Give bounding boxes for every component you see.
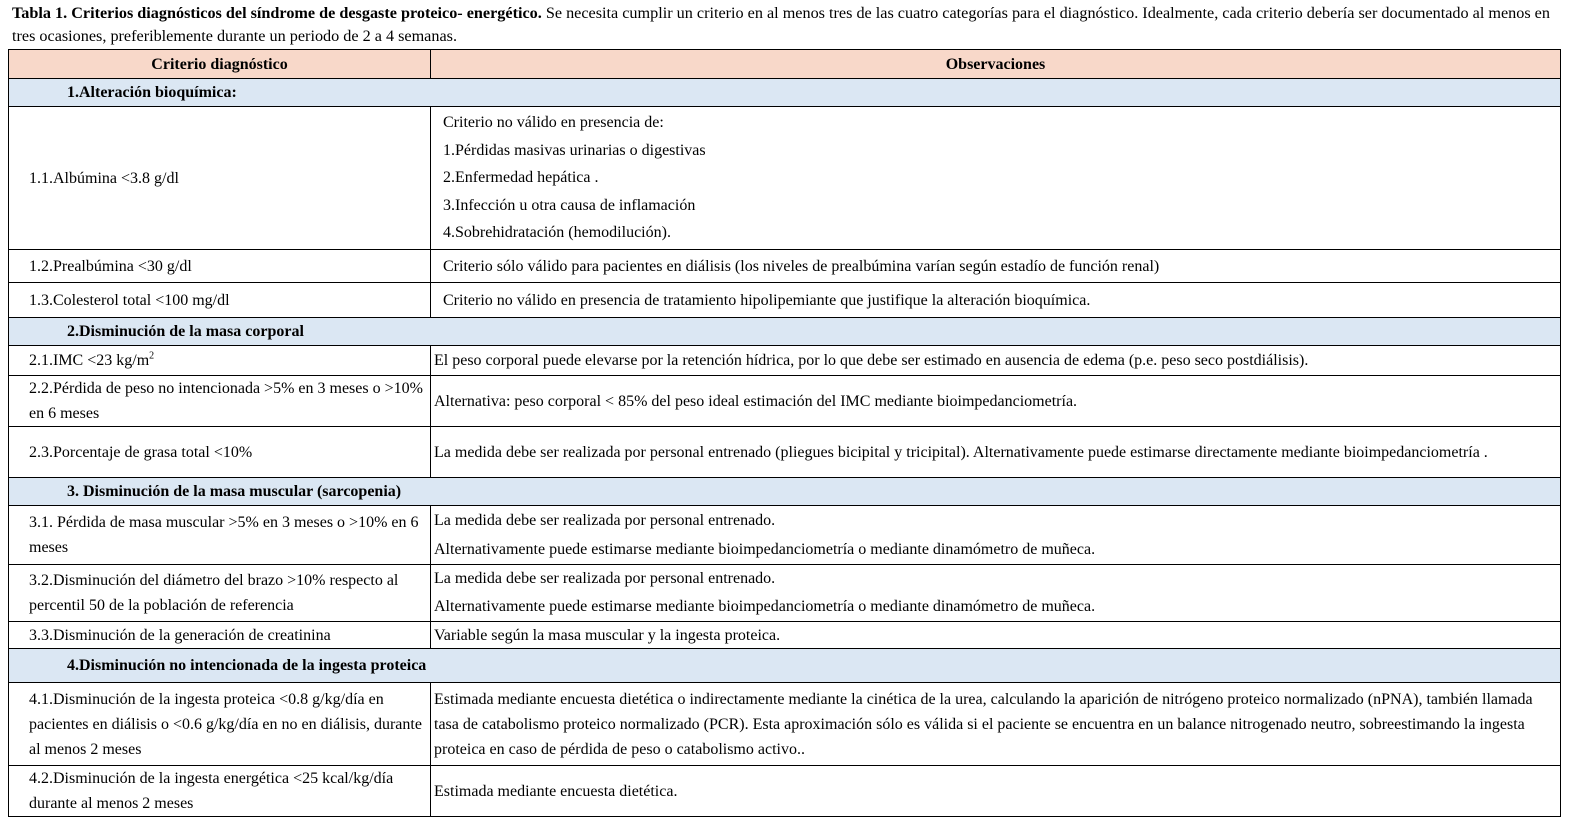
criterio-cell: 4.1.Disminución de la ingesta proteica <0.8 g/kg/día en pacientes en diálisis o <0.6 g/kg/día en no en diálisis, durante al menos 2 meses [9,683,431,766]
section-row [9,649,1561,683]
criterio-cell: 2.2.Pérdida de peso no intencionada >5% en 3 meses o >10% en 6 meses [9,376,431,427]
obs-line: 2.Enfermedad hepática . [443,169,599,187]
criterio-cell: 1.3.Colesterol total <100 mg/dl [9,283,431,318]
criterio-cell: 3.2.Disminución del diámetro del brazo >10% respecto al percentil 50 de la población de referencia [9,565,431,622]
table-row [9,427,1561,478]
section-title: 2.Disminución de la masa corporal [9,318,1561,346]
criterio-cell: 1.1.Albúmina <3.8 g/dl [9,107,431,250]
table-header-row [9,50,1561,79]
table-row [9,565,1561,622]
obs-line: La medida debe ser realizada por personal entrenado. [434,512,776,529]
section-title: 1.Alteración bioquímica: [9,79,1561,107]
criterio-cell: 1.2.Prealbúmina <30 g/dl [9,250,431,283]
section-row [9,79,1561,107]
table-row [9,376,1561,427]
table-row [9,107,1561,250]
obs-line: Criterio no válido en presencia de: [443,114,664,132]
table-row [9,622,1561,649]
observaciones-cell [431,107,1561,250]
observaciones-cell: Criterio no válido en presencia de tratamiento hipolipemiante que justifique la alteración bioquímica. [431,283,1561,318]
header-criterio: Criterio diagnóstico [9,50,431,79]
observaciones-cell [431,565,1561,622]
obs-line: La medida debe ser realizada por personal entrenado. [434,570,776,587]
section-title: 3. Disminución de la masa muscular (sarcopenia) [9,478,1561,506]
observaciones-cell: Alternativa: peso corporal < 85% del peso ideal estimación del IMC mediante bioimpedanciometría. [431,376,1561,427]
table-caption [12,2,1562,48]
observaciones-cell: Estimada mediante encuesta dietética o indirectamente mediante la cinética de la urea, calculando la aparición de nitrógeno proteico normalizado (nPNA), también llamada tasa de catabolismo proteico normalizado (PCR). Esta aproximación sólo es válida si el paciente se encuentra en un balance nitrogenado neutro, sobreestimando la ingesta proteica en caso de pérdida de peso o catabolismo activo.. [431,683,1561,766]
obs-line: 4.Sobrehidratación (hemodilución). [443,224,671,242]
criterio-cell: 3.1. Pérdida de masa muscular >5% en 3 meses o >10% en 6 meses [9,506,431,565]
observaciones-cell: Criterio sólo válido para pacientes en diálisis (los niveles de prealbúmina varían según estadío de función renal) [431,250,1561,283]
obs-line: 3.Infección u otra causa de inflamación [443,196,696,214]
criterio-cell: 4.2.Disminución de la ingesta energética <25 kcal/kg/día durante al menos 2 meses [9,766,431,817]
criterio-text: 2.1.IMC <23 kg/m [29,352,150,369]
obs-line: Alternativamente puede estimarse mediante bioimpedanciometría o mediante dinamómetro de muñeca. [434,541,1096,558]
section-row [9,318,1561,346]
observaciones-cell: Estimada mediante encuesta dietética. [431,766,1561,817]
criterio-cell [9,346,431,376]
table-row [9,346,1561,376]
table-row [9,283,1561,318]
table-row [9,506,1561,565]
caption-text: Se necesita cumplir un criterio en al menos tres de las cuatro categorías para el diagnóstico. Idealmente, cada criterio debería ser documentado al menos en tres ocasiones, preferiblemente durante un periodo de 2 a 4 semanas. [12,4,1550,45]
table-row [9,766,1561,817]
criteria-table [8,49,1561,817]
header-observaciones: Observaciones [431,50,1561,79]
table-row [9,250,1561,283]
superscript: 2 [149,350,155,362]
observaciones-cell: Variable según la masa muscular y la ingesta proteica. [431,622,1561,649]
section-row [9,478,1561,506]
criterio-cell: 2.3.Porcentaje de grasa total <10% [9,427,431,478]
obs-line: Alternativamente puede estimarse mediante bioimpedanciometría o mediante dinamómetro de muñeca. [434,598,1096,615]
observaciones-cell [431,506,1561,565]
table-row [9,683,1561,766]
criterio-cell: 3.3.Disminución de la generación de creatinina [9,622,431,649]
observaciones-cell: La medida debe ser realizada por personal entrenado (pliegues bicipital y tricipital). Alternativamente puede estimarse directamente mediante bioimpedanciometría . [431,427,1561,478]
observaciones-cell: El peso corporal puede elevarse por la retención hídrica, por lo que debe ser estimado en ausencia de edema (p.e. peso seco postdiálisis). [431,346,1561,376]
caption-title: Tabla 1. Criterios diagnósticos del síndrome de desgaste proteico- energético. [12,4,542,22]
section-title: 4.Disminución no intencionada de la ingesta proteica [9,649,1561,683]
obs-line: 1.Pérdidas masivas urinarias o digestivas [443,141,706,159]
